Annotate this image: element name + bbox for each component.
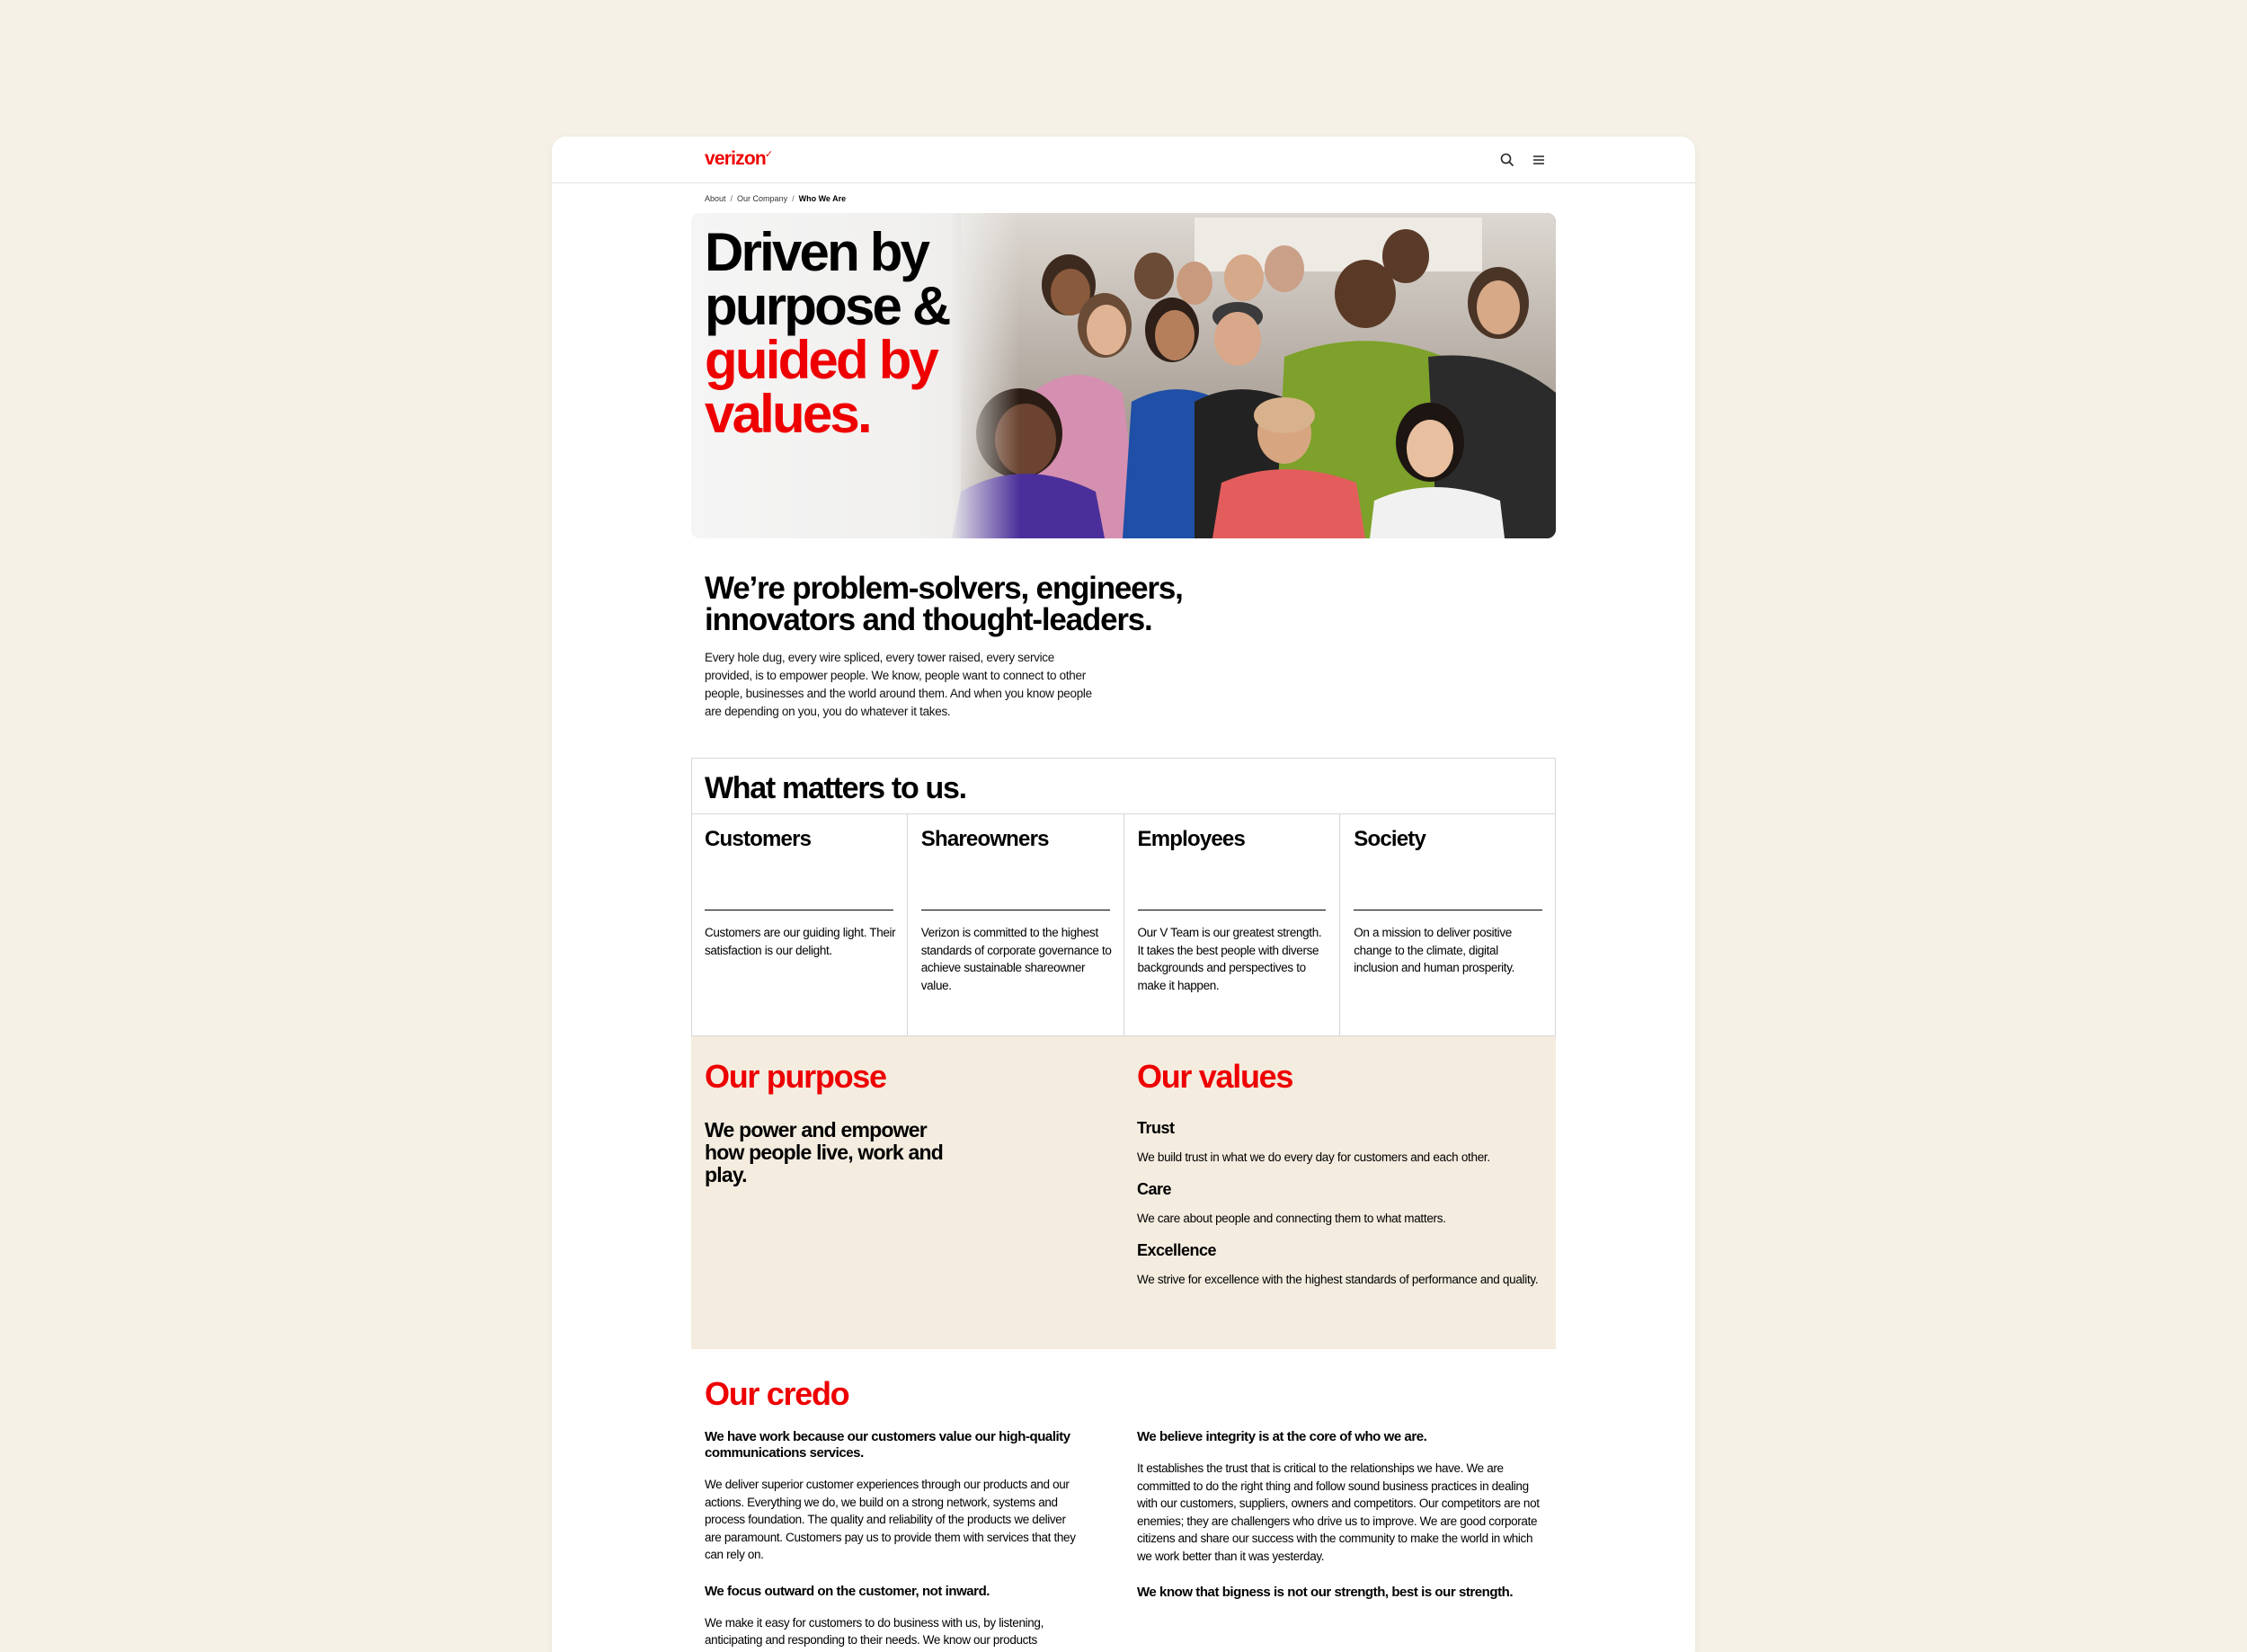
card-text: Customers are our guiding light. Their satisfaction is our delight. <box>705 926 896 957</box>
matters-card-customers <box>691 814 908 1037</box>
credo-column-right <box>1137 1429 1541 1615</box>
credo-title: Our credo <box>705 1375 849 1412</box>
hero-title-line: Driven by <box>705 222 928 282</box>
browser-window <box>552 137 1695 1652</box>
intro-body: Every hole dug, every wire spliced, every tower raised, every service provided, is to empower people. We know, people want to connect to other people, businesses and the world around them. And when you know people are depending on you, you do whatever it takes. <box>705 651 1092 718</box>
breadcrumb-our-company[interactable]: Our Company <box>737 194 788 203</box>
what-matters-grid <box>691 813 1556 1037</box>
matters-card-shareowners <box>908 814 1124 1037</box>
value-name: Excellence <box>1137 1241 1217 1259</box>
credo-heading: We have work because our customers value our high-quality communications services. <box>705 1429 1070 1461</box>
verizon-logo[interactable] <box>705 148 772 170</box>
hero-banner <box>691 213 1556 538</box>
breadcrumb-separator: / <box>730 194 733 203</box>
logo-check-mark: ✓ <box>764 149 773 160</box>
matters-card-society <box>1340 814 1556 1037</box>
card-text: On a mission to deliver positive change to the climate, digital inclusion and human prosperity. <box>1354 926 1515 974</box>
purpose-title: Our purpose <box>705 1058 886 1095</box>
credo-heading: We believe integrity is at the core of who we are. <box>1137 1429 1427 1444</box>
breadcrumb-about[interactable]: About <box>705 194 726 203</box>
value-name: Trust <box>1137 1119 1175 1137</box>
breadcrumb <box>705 194 846 203</box>
values-list <box>1137 1119 1541 1302</box>
what-matters-title: What matters to us. <box>705 771 966 805</box>
breadcrumb-current: Who We Are <box>798 194 847 203</box>
card-text: Our V Team is our greatest strength. It takes the best people with diverse backgrounds and perspectives to make it happen. <box>1137 926 1322 992</box>
hero-title-line: purpose & <box>705 276 949 336</box>
site-header <box>552 137 1695 183</box>
purpose-values-section <box>691 1036 1556 1349</box>
card-title: Employees <box>1137 827 1246 851</box>
value-excellence <box>1137 1241 1541 1288</box>
card-text: Verizon is committed to the highest standards of corporate governance to achieve sustainable shareowner value. <box>920 926 1112 992</box>
hero-title <box>705 222 1082 444</box>
menu-icon[interactable] <box>1530 151 1548 169</box>
credo-column-left <box>705 1429 1082 1652</box>
hero-title-line: guided by <box>705 330 937 390</box>
search-icon[interactable] <box>1498 151 1516 169</box>
credo-body: It establishes the trust that is critical to the relationships we have. We are committed to do the right thing and follow sound business practices in dealing with our customers, suppliers, owners and competitors. Our competitors are not enemies; they are challengers who drive us to improve. We are good corporate citizens and share our success with the community to make the world in which we work better than it was yesterday. <box>1137 1461 1540 1563</box>
matters-card-employees <box>1124 814 1341 1037</box>
value-description: We care about people and connecting them to what matters. <box>1137 1212 1446 1225</box>
value-care <box>1137 1180 1541 1227</box>
value-description: We strive for excellence with the highest standards of performance and quality. <box>1137 1273 1539 1286</box>
card-title: Customers <box>705 827 812 851</box>
credo-heading: We focus outward on the customer, not inward. <box>705 1583 990 1599</box>
values-title: Our values <box>1137 1058 1293 1095</box>
purpose-statement: We power and empower how people live, work and play. <box>705 1118 943 1186</box>
logo-text: verizon <box>705 148 766 169</box>
what-matters-section <box>691 758 1556 1036</box>
value-name: Care <box>1137 1180 1172 1198</box>
value-trust <box>1137 1119 1541 1166</box>
credo-body: We deliver superior customer experiences through our products and our actions. Everything we do, we build on a strong network, systems and process foundation. The quality and reliability of the products we deliver are paramount. Customers pay us to provide them with services that they can rely on. <box>705 1478 1076 1561</box>
hero-title-line: values. <box>705 384 870 444</box>
card-title: Society <box>1354 827 1426 851</box>
credo-heading: We know that bigness is not our strength, best is our strength. <box>1137 1585 1514 1600</box>
credo-body: We make it easy for customers to do business with us, by listening, anticipating and responding to their needs. We know our products <box>705 1615 1044 1647</box>
value-description: We build trust in what we do every day for customers and each other. <box>1137 1150 1490 1164</box>
card-title: Shareowners <box>920 827 1049 851</box>
intro-heading: We’re problem-solvers, engineers, innovators and thought-leaders. <box>705 571 1183 637</box>
breadcrumb-separator: / <box>792 194 795 203</box>
